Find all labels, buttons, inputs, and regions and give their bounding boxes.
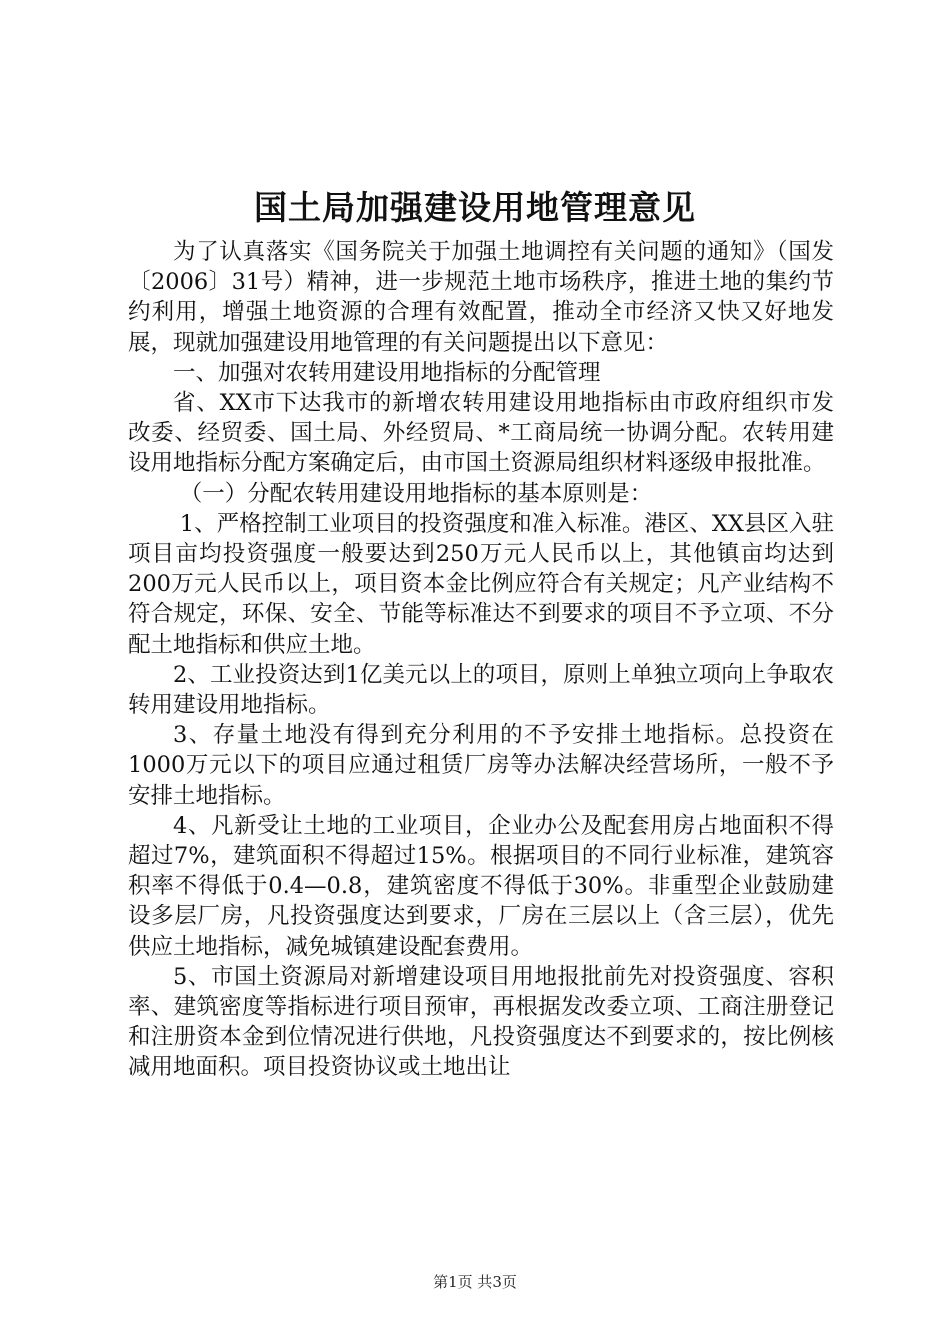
body-paragraph: 省、XX市下达我市的新增农转用建设用地指标由市政府组织市发改委、经贸委、国土局、外经贸局、*工商局统一协调分配。农转用建设用地指标分配方案确定后，由市国土资源局组织材料逐级申报批准。: [128, 390, 834, 477]
list-item-1: 1、严格控制工业项目的投资强度和准入标准。港区、XX县区入驻项目亩均投资强度一般要达到250万元人民币以上，其他镇亩均达到200万元人民币以上，项目资本金比例应符合有关规定；凡产业结构不符合规定，环保、安全、节能等标准达不到要求的项目不予立项、不分配土地指标和供应土地。: [128, 510, 834, 658]
section-heading: 一、加强对农转用建设用地指标的分配管理: [173, 359, 601, 386]
subsection-heading: （一）分配农转用建设用地指标的基本原则是：: [179, 480, 653, 507]
list-item-5: 5、市国土资源局对新增建设项目用地报批前先对投资强度、容积率、建筑密度等指标进行项目预审，再根据发改委立项、工商注册登记和注册资本金到位情况进行供地，凡投资强度达不到要求的，按比例核减用地面积。项目投资协议或土地出让: [128, 963, 834, 1081]
list-item-4: 4、凡新受让土地的工业项目，企业办公及配套用房占地面积不得超过7%，建筑面积不得超过15%。根据项目的不同行业标准，建筑容积率不得低于0.4—0.8，建筑密度不得低于30%。非重型企业鼓励建设多层厂房，凡投资强度达到要求，厂房在三层以上（含三层），优先供应土地指标，减免城镇建设配套费用。: [128, 812, 834, 960]
document-title: 国土局加强建设用地管理意见: [254, 188, 696, 227]
document-body: [128, 237, 834, 1083]
page-number: 第1页 共3页: [433, 1273, 517, 1291]
list-item-3: 3、存量土地没有得到充分利用的不予安排土地指标。总投资在1000万元以下的项目应通过租赁厂房等办法解决经营场所，一般不予安排土地指标。: [128, 722, 834, 809]
list-item-2: 2、工业投资达到1亿美元以上的项目，原则上单独立项向上争取农转用建设用地指标。: [128, 661, 834, 719]
intro-paragraph: 为了认真落实《国务院关于加强土地调控有关问题的通知》（国发〔2006〕31号）精神，进一步规范土地市场秩序，推进土地的集约节约利用，增强土地资源的合理有效配置，推动全市经济又快又好地发展，现就加强建设用地管理的有关问题提出以下意见：: [128, 239, 834, 356]
